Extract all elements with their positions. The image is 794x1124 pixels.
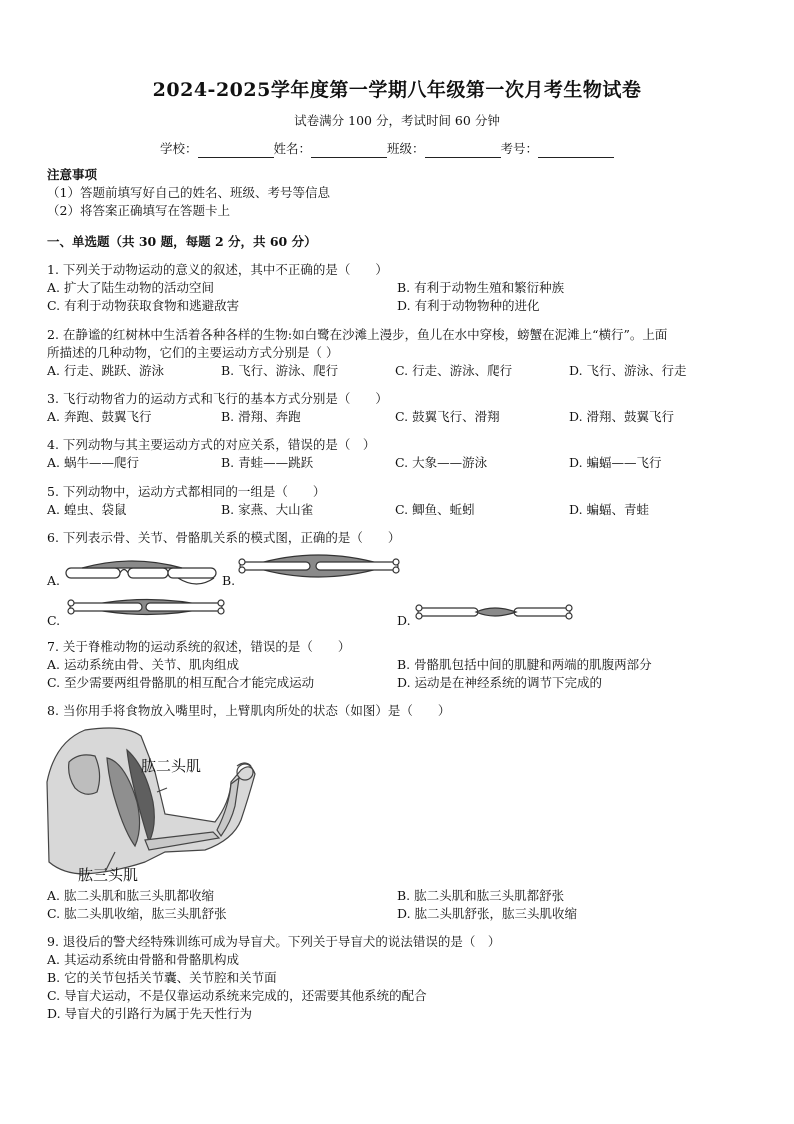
figure-d-diagram	[414, 600, 574, 624]
option-c: C. 肱二头肌收缩，肱三头肌舒张	[47, 906, 227, 921]
figure-c-diagram	[62, 590, 232, 624]
question-stem: 1. 下列关于动物运动的意义的叙述，其中不正确的是（ ）	[47, 262, 388, 277]
option-c-label: C.	[47, 613, 61, 628]
option-a: A. 蝗虫、袋鼠	[47, 502, 127, 517]
option-d: D. 滑翔、鼓翼飞行	[569, 409, 675, 424]
name-blank	[311, 143, 387, 158]
question-8-options	[47, 887, 767, 923]
question-stem: 3. 飞行动物省力的运动方式和飞行的基本方式分别是（ ）	[47, 391, 388, 406]
biceps-label: 肱二头肌	[141, 757, 202, 775]
question-stem: 7. 关于脊椎动物的运动系统的叙述，错误的是（ ）	[47, 639, 351, 654]
figure-a-diagram	[62, 556, 222, 590]
option-b: B. 骨骼肌包括中间的肌腱和两端的肌腹两部分	[397, 657, 652, 672]
question-7	[47, 638, 767, 692]
option-c: C. 导盲犬运动，不是仅靠运动系统来完成的，还需要其他系统的配合	[47, 988, 427, 1003]
question-stem: 9. 退役后的警犬经特殊训练可成为导盲犬。下列关于导盲犬的说法错误的是（ ）	[47, 934, 501, 949]
option-d: D. 飞行、游泳、行走	[569, 363, 687, 378]
option-a: A. 肱二头肌和肱三头肌都收缩	[47, 888, 214, 903]
class-blank	[425, 143, 501, 158]
question-stem-line1: 2. 在静谧的红树林中生活着各种各样的生物:如白鹭在沙滩上漫步，鱼儿在水中穿梭，螃蟹在泥滩上“横行”。上面	[47, 327, 668, 342]
option-c: C. 鲫鱼、蚯蚓	[395, 502, 475, 517]
exam-title: 2024-2025学年度第一学期八年级第一次月考生物试卷	[152, 79, 642, 101]
figure-b-diagram	[238, 546, 408, 586]
school-label: 学校：	[160, 141, 198, 156]
question-stem: 4. 下列动物与其主要运动方式的对应关系，错误的是（ ）	[47, 437, 376, 452]
section-heading: 一、单选题（共 30 题，每题 2 分，共 60 分）	[47, 234, 317, 249]
option-a: A. 行走、跳跃、游泳	[47, 363, 164, 378]
option-b: B. 肱二头肌和肱三头肌都舒张	[397, 888, 565, 903]
option-a: A. 运动系统由骨、关节、肌肉组成	[47, 657, 239, 672]
option-c: C. 鼓翼飞行、滑翔	[395, 409, 500, 424]
option-b: B. 它的关节包括关节囊、关节腔和关节面	[47, 970, 277, 985]
question-stem-line2: 所描述的几种动物，它们的主要运动方式分别是（ ）	[47, 345, 339, 360]
question-stem: 8. 当你用手将食物放入嘴里时，上臂肌肉所处的状态（如图）是（ ）	[47, 703, 451, 718]
option-c: C. 行走、游泳、爬行	[395, 363, 513, 378]
question-6	[47, 529, 767, 547]
question-8	[47, 702, 767, 720]
option-b: B. 家燕、大山雀	[221, 502, 314, 517]
exam-number-label: 考号：	[500, 141, 539, 156]
question-4	[47, 436, 767, 472]
option-d: D. 蝙蝠——飞行	[569, 455, 662, 470]
option-a: A. 蜗牛——爬行	[47, 455, 139, 470]
question-stem: 6. 下列表示骨、关节、骨骼肌关系的模式图，正确的是（ ）	[47, 530, 401, 545]
option-b: B. 有利于动物生殖和繁衍种族	[397, 280, 565, 295]
question-3	[47, 390, 767, 426]
option-c: C. 有利于动物获取食物和逃避敌害	[47, 298, 240, 313]
option-a: A. 奔跑、鼓翼飞行	[47, 409, 152, 424]
student-info-row	[160, 140, 614, 158]
note-item: （1）答题前填写好自己的姓名、班级、考号等信息	[47, 185, 330, 200]
notes-block	[47, 166, 330, 220]
question-1	[47, 261, 767, 315]
option-b: B. 青蛙——跳跃	[221, 455, 314, 470]
option-a: A. 扩大了陆生动物的活动空间	[47, 280, 214, 295]
notes-heading: 注意事项	[47, 167, 98, 182]
arm-muscle-figure	[45, 722, 285, 890]
option-c: C. 大象——游泳	[395, 455, 488, 470]
question-stem: 5. 下列动物中，运动方式都相同的一组是（ ）	[47, 484, 326, 499]
option-d: D. 运动是在神经系统的调节下完成的	[397, 675, 603, 690]
name-label: 姓名：	[273, 141, 312, 156]
option-b-label: B.	[222, 573, 236, 588]
note-item: （2）将答案正确填写在答题卡上	[47, 203, 230, 218]
option-c: C. 至少需要两组骨骼肌的相互配合才能完成运动	[47, 675, 315, 690]
school-blank	[198, 143, 274, 158]
exam-number-blank	[538, 143, 614, 158]
exam-subtitle: 试卷满分 100 分，考试时间 60 分钟	[294, 113, 500, 128]
question-5	[47, 483, 767, 519]
option-b: B. 滑翔、奔跑	[221, 409, 301, 424]
option-d: D. 有利于动物物种的进化	[397, 298, 540, 313]
option-a: A. 其运动系统由骨骼和骨骼肌构成	[47, 952, 239, 967]
question-9	[47, 933, 767, 1023]
question-2	[47, 326, 767, 380]
option-b: B. 飞行、游泳、爬行	[221, 363, 339, 378]
option-a-label: A.	[47, 573, 61, 588]
option-d: D. 蝙蝠、青蛙	[569, 502, 650, 517]
class-label: 班级：	[387, 141, 425, 156]
option-d-label: D.	[397, 613, 411, 628]
option-d: D. 导盲犬的引路行为属于先天性行为	[47, 1006, 253, 1021]
triceps-label: 肱三头肌	[78, 866, 139, 884]
option-d: D. 肱二头肌舒张，肱三头肌收缩	[397, 906, 578, 921]
